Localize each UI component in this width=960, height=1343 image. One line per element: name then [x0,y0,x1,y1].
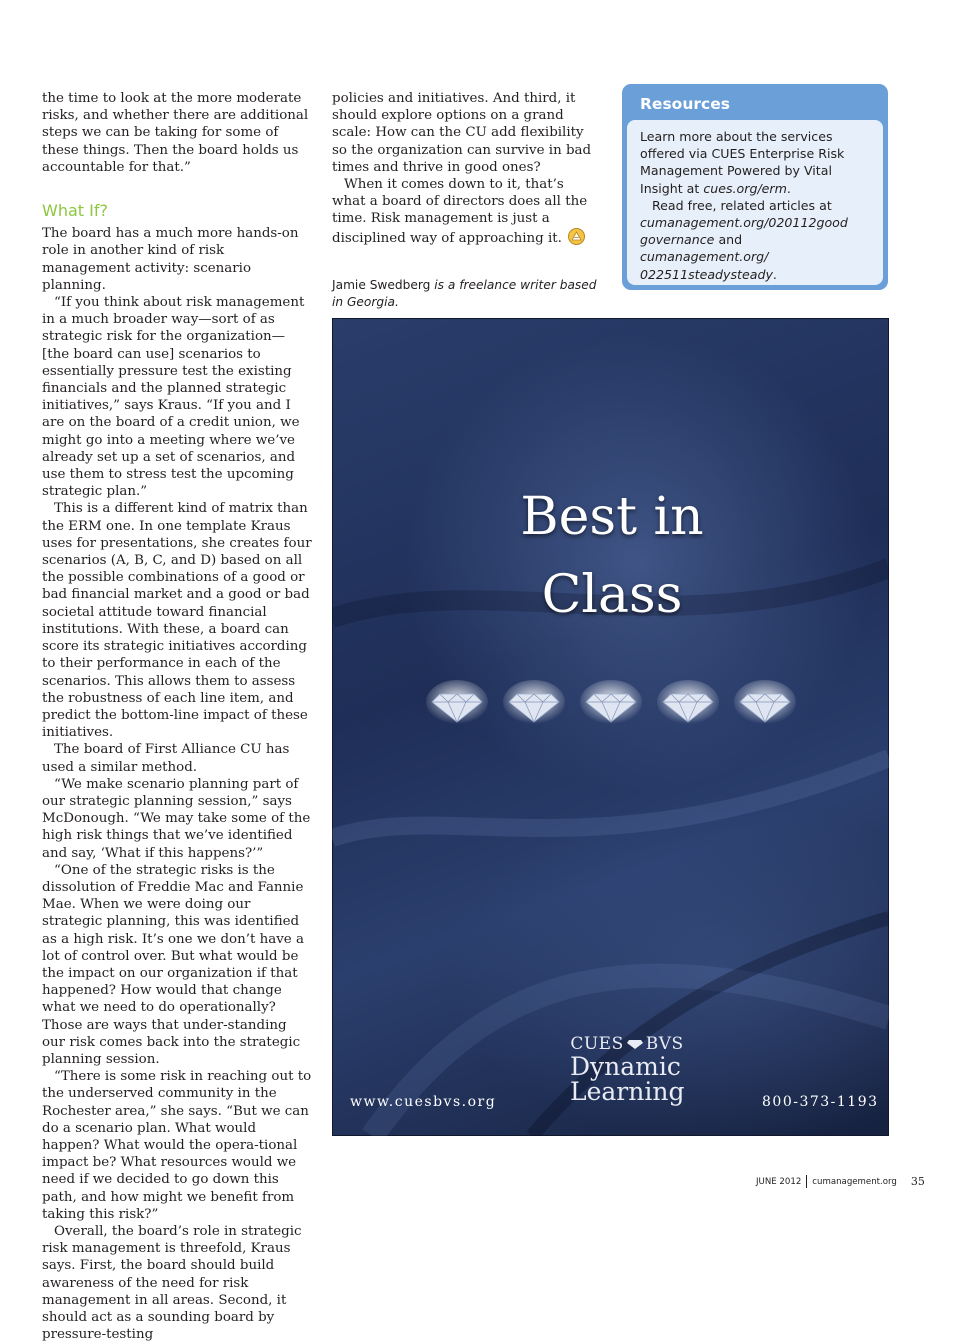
advertisement[interactable] [332,318,889,1136]
article-column-1 [42,90,312,1343]
article-paragraph: “We make scenario planning part of our strategic planning session,” says McDonough. “We may take some of the high risk things that we’ve identified and say, ‘What if this happens?’” [42,776,311,861]
article-paragraph: the time to look at the more moderate risks, and whether there are additional steps we can be taking for some of these things. Then the board holds us accountable for that.” [42,91,309,175]
cues-bvs-logo [562,1034,692,1104]
resources-box [622,84,888,290]
resources-text: Learn more about the services offered via CUES Enterprise Risk Management Powered by Vital Insight at [640,129,845,196]
footer-site[interactable]: cumanagement.org [812,1176,897,1187]
footer-divider [806,1175,807,1188]
resources-text: Read free, related articles at [652,197,832,213]
author-bio-text: is a freelance writer based in Georgia. [332,277,597,309]
resources-link-erm[interactable]: cues.org/erm [703,180,787,196]
resources-title: Resources [640,95,730,113]
article-paragraph: “One of the strategic risks is the dissolution of Freddie Mac and Fannie Mae. When we were doing our strategic planning, this was identified as a high risk. It’s one we don’t have a lot of control over. But what would be the impact on our organization if that happened? How would that change what we need to do operationally? Those are ways that under-standing our risk comes back into the strategic planning session. [42,862,304,1067]
resources-body [627,120,883,285]
logo-dynamic: Dynamic [570,1052,681,1081]
diamond-icon [426,680,488,728]
ad-url[interactable]: www.cuesbvs.org [350,1094,497,1110]
page-footer [756,1175,925,1188]
logo-bvs: BVS [645,1034,684,1054]
logo-learning: Learning [570,1077,685,1106]
resources-punct: . [772,266,777,282]
resources-link-good-governance[interactable]: cumanagement.org/020112good governance [640,215,848,248]
diamond-icon [503,680,565,728]
article-paragraph: The board of First Alliance CU has used a similar method. [42,742,290,775]
ad-headline: Best in Class [520,487,704,625]
author-name: Jamie Swedberg [332,277,431,292]
end-of-article-icon [568,228,585,245]
section-subhead: What If? [42,201,108,221]
resources-paragraph [640,128,873,197]
logo-cues: CUES [570,1034,624,1054]
article-paragraph: “If you think about risk management in a much broader way—sort of as strategic risk for the organization—[the board can use] scenarios to essentially pressure test the existing financials and the planned strategic initiatives,” says Kraus. “If you and I are on the board of a credit union, we might go into a meeting where we’ve already set up a set of scenarios, and use them to stress test the upcoming strategic plan.” [42,295,305,500]
page-number: 35 [910,1175,925,1188]
resources-punct: . [786,180,791,196]
diamond-icon [734,680,796,728]
resources-link-steadysteady[interactable]: cumanagement.org/ 022511steadysteady [640,249,773,282]
author-bio [332,277,600,311]
closing-text: When it comes down to it, that’s what a board of directors does all the time. Risk management is just a disciplined way of approaching it. [332,177,588,246]
article-paragraph: “There is some risk in reaching out to the underserved community in the Rochester area,” she says. “But we can do a scenario plan. What would happen? What would the opera-tional impact be? What resources would we need if we decided to go down this path, and how might we benefit from taking this risk?” [42,1069,312,1222]
article-paragraph: Overall, the board’s role in strategic risk management is threefold, Kraus says. First, the board should build awareness of the need for risk management in all areas. Second, it should act as a sounding board by pressure-testing [42,1224,302,1343]
resources-text: and [714,232,743,248]
diamond-icon [657,680,719,728]
logo-diamond-icon [627,1040,643,1049]
diamond-icon [580,680,642,728]
resources-paragraph [640,197,873,283]
article-paragraph: This is a different kind of matrix than the ERM one. In one template Kraus uses for presentations, she creates four scenarios (A, B, C, and D) based on all the possible combinations of a good or bad financial market and a good or bad societal attitude toward financial institutions. With these, a board can score its strategic initiatives according to their performance in each of the scenarios. This allows them to assess the robustness of each line item, and predict the bottom-line impact of these initiatives. [42,501,312,741]
ad-phone[interactable]: 800-373-1193 [762,1094,879,1110]
article-paragraph: policies and initiatives. And third, it should explore options on a grand scale: How can the CU add flexibility so the organization can survive in bad times and thrive in good ones? [332,91,592,175]
article-column-2 [332,90,600,311]
footer-issue: JUNE 2012 [756,1176,802,1187]
article-paragraph: The board has a much more hands-on role in another kind of risk management activity: scenario planning. [42,226,299,293]
article-closing-paragraph [332,176,600,247]
